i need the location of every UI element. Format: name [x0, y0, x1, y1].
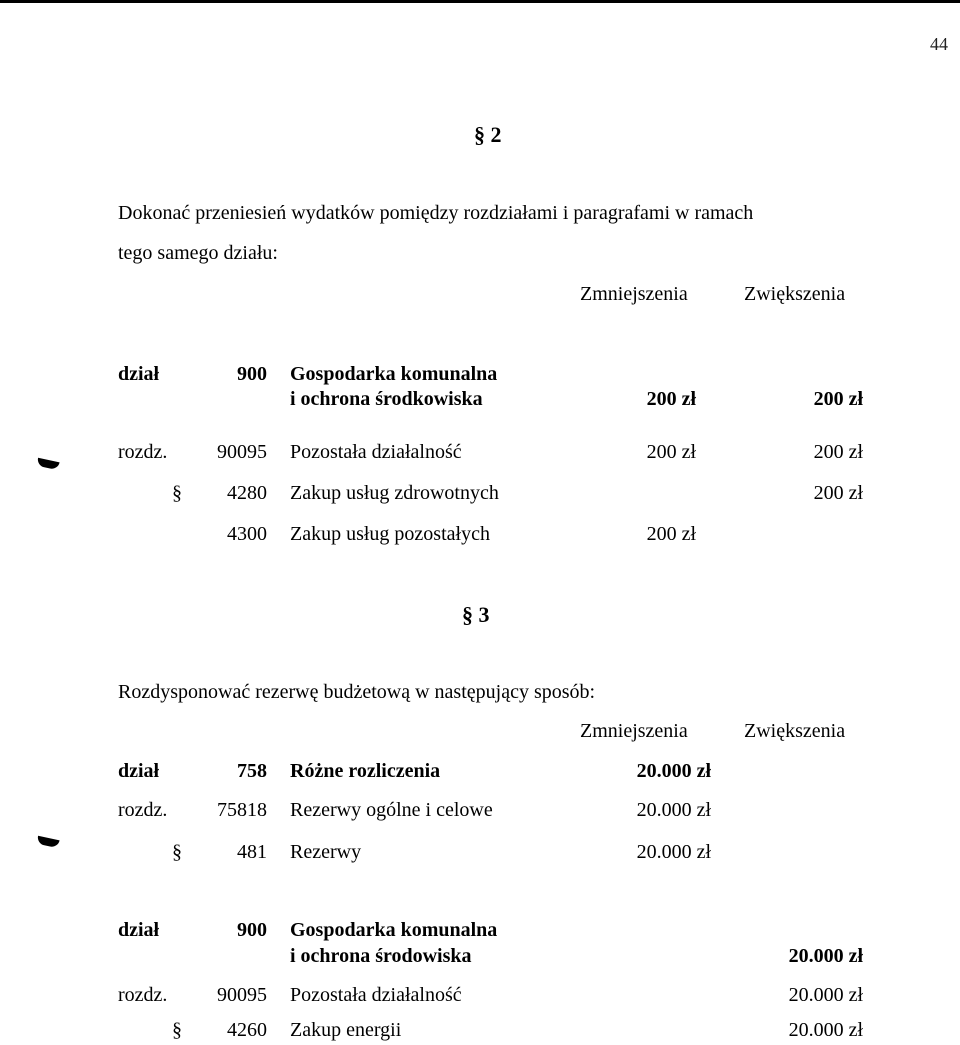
dzial-decrease-amount: 200 zł — [646, 388, 696, 410]
paragraph-decrease-amount: 200 zł — [646, 523, 696, 545]
paragraph-symbol: § — [172, 482, 182, 504]
scan-top-border — [0, 0, 960, 3]
dzial-label: dział — [118, 760, 160, 782]
rozdz-label: rozdz. — [118, 984, 168, 1006]
rozdz-number: 75818 — [217, 799, 267, 821]
dzial-label: dział — [118, 363, 160, 385]
margin-check-mark — [36, 836, 59, 848]
page-number: 44 — [930, 34, 948, 54]
rozdz-number: 90095 — [217, 441, 267, 463]
col-header-decrease: Zmniejszenia — [580, 720, 688, 742]
col-header-increase: Zwiększenia — [744, 720, 846, 742]
paragraph-increase-amount: 20.000 zł — [788, 1019, 863, 1041]
section-3-intro: Rozdysponować rezerwę budżetową w następujący sposób: — [118, 681, 596, 703]
paragraph-decrease-amount: 20.000 zł — [636, 841, 711, 863]
rozdz-label: rozdz. — [118, 441, 168, 463]
paragraph-number: 4300 — [227, 523, 267, 545]
paragraph-increase-amount: 200 zł — [813, 482, 863, 504]
dzial-number: 758 — [237, 760, 267, 782]
dzial-name: Gospodarka komunalna — [290, 919, 498, 941]
dzial-number: 900 — [237, 919, 267, 941]
section-2-intro: Dokonać przeniesień wydatków pomiędzy rozdziałami i paragrafami w ramach — [118, 202, 754, 224]
rozdz-decrease-amount: 200 zł — [646, 441, 696, 463]
rozdz-number: 90095 — [217, 984, 267, 1006]
dzial-number: 900 — [237, 363, 267, 385]
rozdz-increase-amount: 200 zł — [813, 441, 863, 463]
paragraph-symbol: § — [172, 841, 182, 863]
margin-check-mark — [36, 458, 59, 470]
rozdz-name: Pozostała działalność — [290, 441, 462, 463]
section-3-heading: § 3 — [462, 602, 490, 627]
paragraph-name: Zakup usług zdrowotnych — [290, 482, 499, 504]
dzial-label: dział — [118, 919, 160, 941]
paragraph-number: 4260 — [227, 1019, 267, 1041]
rozdz-name: Pozostała działalność — [290, 984, 462, 1006]
dzial-name-cont: i ochrona środkowiska — [290, 388, 483, 410]
paragraph-number: 4280 — [227, 482, 267, 504]
col-header-decrease: Zmniejszenia — [580, 283, 688, 305]
section-2-intro-cont: tego samego działu: — [118, 242, 278, 264]
paragraph-name: Rezerwy — [290, 841, 362, 863]
rozdz-decrease-amount: 20.000 zł — [636, 799, 711, 821]
paragraph-name: Zakup energii — [290, 1019, 402, 1041]
rozdz-label: rozdz. — [118, 799, 168, 821]
rozdz-increase-amount: 20.000 zł — [788, 984, 863, 1006]
dzial-name-cont: i ochrona środowiska — [290, 945, 472, 967]
dzial-increase-amount: 20.000 zł — [788, 945, 863, 967]
paragraph-number: 481 — [237, 841, 267, 863]
rozdz-name: Rezerwy ogólne i celowe — [290, 799, 493, 821]
paragraph-symbol: § — [172, 1019, 182, 1041]
dzial-name: Gospodarka komunalna — [290, 363, 498, 385]
dzial-name: Różne rozliczenia — [290, 760, 441, 782]
paragraph-name: Zakup usług pozostałych — [290, 523, 490, 545]
dzial-decrease-amount: 20.000 zł — [636, 760, 711, 782]
dzial-increase-amount: 200 zł — [813, 388, 863, 410]
section-2-heading: § 2 — [474, 122, 502, 147]
col-header-increase: Zwiększenia — [744, 283, 846, 305]
